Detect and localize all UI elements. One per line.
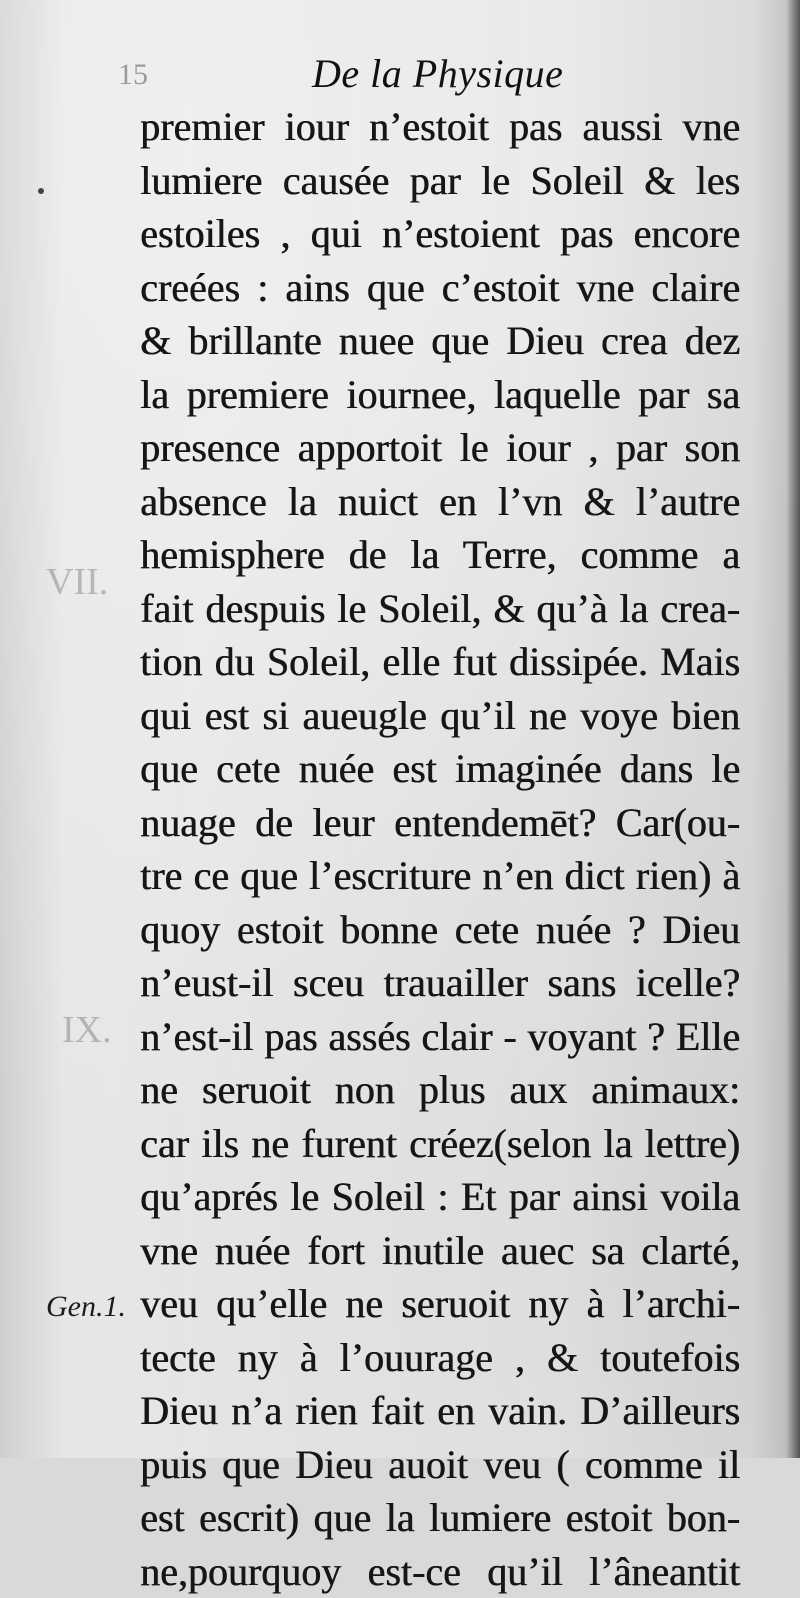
- text-line: n’est-il pas assés clair - voyant ? Elle: [140, 1010, 740, 1064]
- margin-note: Gen.1.: [46, 1290, 126, 1324]
- text-line: nuage de leur entendemēt? Car(ou-: [140, 796, 740, 850]
- text-line: creées : ains que c’estoit vne claire: [140, 261, 740, 315]
- page-number: 15: [118, 58, 148, 92]
- ink-dot: [38, 188, 44, 194]
- text-line: puis que Dieu auoit veu ( comme il: [140, 1438, 740, 1492]
- text-line: absence la nuict en l’vn & l’autre: [140, 475, 740, 529]
- text-line: & brillante nuee que Dieu crea dez: [140, 314, 740, 368]
- text-line: est escrit) que la lumiere estoit bon-: [140, 1491, 740, 1545]
- text-line: ne seruoit non plus aux animaux:: [140, 1063, 740, 1117]
- text-line: quoy estoit bonne cete nuée ? Dieu: [140, 903, 740, 957]
- text-line: estoiles , qui n’estoient pas encore: [140, 207, 740, 261]
- text-line: qui est si aueugle qu’il ne voye bien: [140, 689, 740, 743]
- text-line: Dieu n’a rien fait en vain. D’ailleurs: [140, 1384, 740, 1438]
- text-line: lumiere causée par le Soleil & les: [140, 154, 740, 208]
- text-line: qu’aprés le Soleil : Et par ainsi voila: [140, 1170, 740, 1224]
- page-edge-shadow: [786, 0, 800, 1458]
- text-line: veu qu’elle ne seruoit ny à l’archi-: [140, 1277, 740, 1331]
- text-line: car ils ne furent créez(selon la lettre): [140, 1117, 740, 1171]
- text-line: n’eust-il sceu trauailler sans icelle?: [140, 956, 740, 1010]
- text-line: vne nuée fort inutile auec sa clarté,: [140, 1224, 740, 1278]
- text-line: tre ce que l’escriture n’en dict rien) à: [140, 849, 740, 903]
- show-through-numeral: VII.: [46, 560, 108, 604]
- text-line: premier iour n’estoit pas aussi vne: [140, 100, 740, 154]
- text-line: fait despuis le Soleil, & qu’à la crea-: [140, 582, 740, 636]
- text-line: hemisphere de la Terre, comme a: [140, 528, 740, 582]
- text-line: ne,pourquoy est-ce qu’il l’âneantit: [140, 1545, 740, 1598]
- show-through-numeral: IX.: [62, 1008, 112, 1052]
- text-line: que cete nuée est imaginée dans le: [140, 742, 740, 796]
- text-line: la premiere iournee, laquelle par sa: [140, 368, 740, 422]
- running-head: De la Physique: [312, 50, 563, 97]
- text-line: tecte ny à l’ouurage , & toutefois: [140, 1331, 740, 1385]
- text-line: presence apportoit le iour , par son: [140, 421, 740, 475]
- body-text: [140, 100, 740, 1598]
- text-line: tion du Soleil, elle fut dissipée. Mais: [140, 635, 740, 689]
